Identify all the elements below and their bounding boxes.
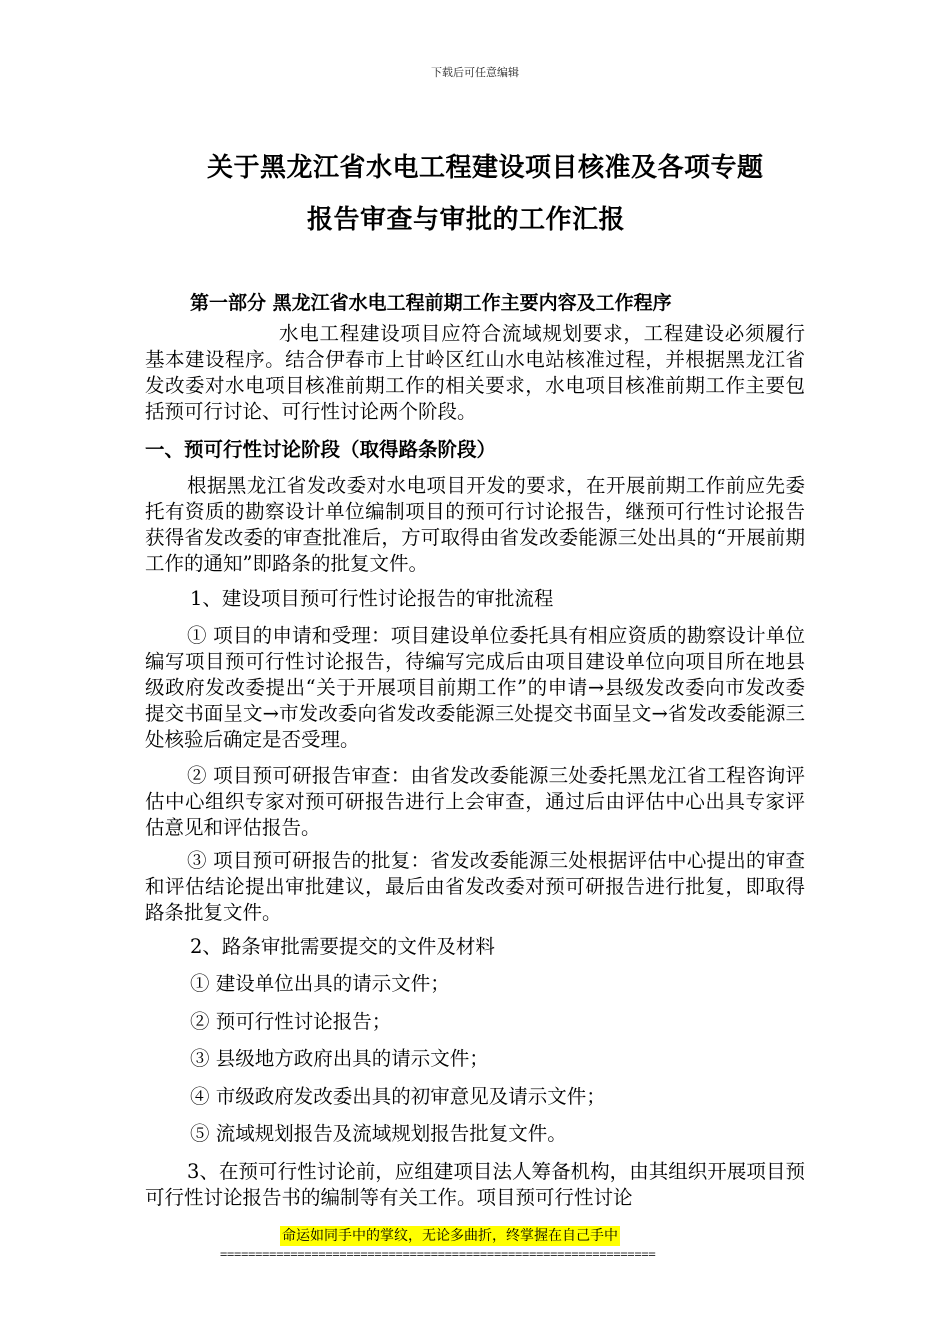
material-item: ③ 县级地方政府出具的请示文件；: [190, 1047, 489, 1070]
material-item: ⑤ 流域规划报告及流域规划报告批复文件。: [190, 1122, 567, 1145]
section-one-paragraph: 根据黑龙江省发改委对水电项目开发的要求，在开展前期工作前应先委托有资质的勘察设计单位编制项目的预可行讨论报告，继预可行性讨论报告获得省发改委的审查批准后，方可取得由省发改委能源三处出具的“开展前期工作的通知”即路条的批复文件。: [145, 474, 805, 575]
material-item: ① 建设单位出具的请示文件；: [190, 972, 450, 995]
approval-step-3: ③ 项目预可研报告的批复：省发改委能源三处根据评估中心提出的审查和评估结论提出审批建议，最后由省发改委对预可研报告进行批复，即取得路条批复文件。: [145, 849, 805, 924]
section-one-heading: 一、预可行性讨论阶段（取得路条阶段）: [145, 438, 497, 461]
approval-step-2: ② 项目预可研报告审查：由省发改委能源三处委托黑龙江省工程咨询评估中心组织专家对预可研报告进行上会审查，通过后由评估中心出具专家评估意见和评估报告。: [145, 764, 805, 839]
part-one-heading: 第一部分 黑龙江省水电工程前期工作主要内容及工作程序: [190, 292, 672, 314]
subsection-2-heading: 2、路条审批需要提交的文件及材料: [190, 935, 495, 958]
subsection-1-heading: 1、建设项目预可行性讨论报告的审批流程: [190, 587, 554, 610]
document-title-line-2: 报告审查与审批的工作汇报: [307, 205, 626, 235]
approval-step-1: ① 项目的申请和受理：项目建设单位委托具有相应资质的勘察设计单位编写项目预可行性讨论报告，待编写完成后由项目建设单位向项目所在地县级政府发改委提出“关于开展项目前期工作”的申请→县级发改委向市发改委提交书面呈文→市发改委向省发改委能源三处提交书面呈文→省发改委能源三处核验后确定是否受理。: [145, 624, 805, 751]
subsection-3-paragraph: 3、在预可行性讨论前，应组建项目法人筹备机构，由其组织开展项目预可行性讨论报告书的编制等有关工作。项目预可行性讨论: [145, 1160, 805, 1209]
intro-paragraph: 水电工程建设项目应符合流域规划要求，工程建设必须履行基本建设程序。结合伊春市上甘岭区红山水电站核准过程，并根据黑龙江省发改委对水电项目核准前期工作的相关要求，水电项目核准前期工作主要包括预可行讨论、可行性讨论两个阶段。: [145, 322, 805, 423]
footer-motto: 命运如同手中的掌纹，无论多曲折，终掌握在自己手中: [282, 1228, 618, 1244]
document-title-line-1: 关于黑龙江省水电工程建设项目核准及各项专题: [207, 153, 764, 183]
page-header-note: 下载后可任意编辑: [431, 66, 519, 79]
material-item: ④ 市级政府发改委出具的初审意见及请示文件；: [190, 1085, 606, 1108]
footer-divider: ==============================================================: [220, 1247, 656, 1261]
material-item: ② 预可行性讨论报告；: [190, 1010, 392, 1033]
